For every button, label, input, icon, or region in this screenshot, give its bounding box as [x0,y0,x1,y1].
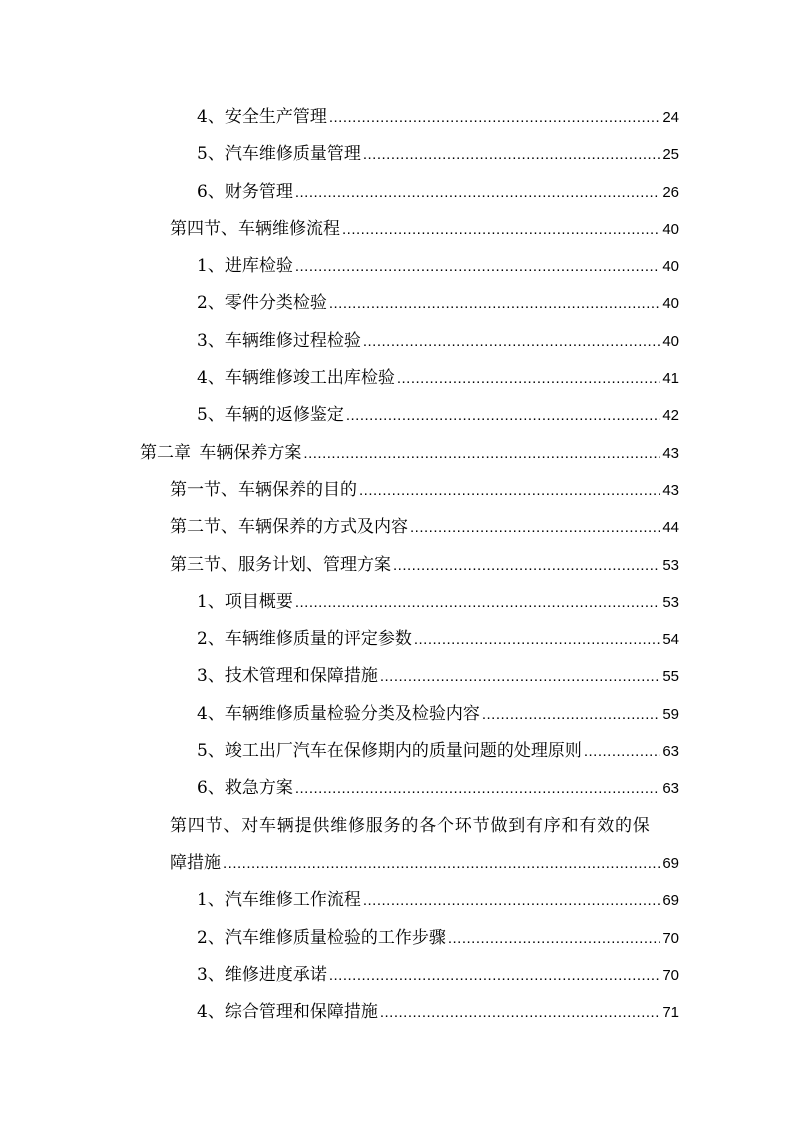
toc-entry-title: 第二节、车辆保养的方式及内容 [170,517,408,538]
dot-leader [346,397,660,434]
toc-entry-title: 1、汽车维修工作流程 [197,890,361,911]
toc-entry-title: 5、汽车维修质量管理 [197,144,361,165]
dot-leader [482,696,660,733]
toc-page-number: 69 [662,892,679,910]
toc-page-number: 42 [662,407,679,425]
toc-entry[interactable] [0,136,793,173]
toc-entry[interactable] [0,696,793,733]
toc-entry[interactable] [0,360,793,397]
toc-entry-title: 第三节、服务计划、管理方案 [170,554,391,575]
toc-entry[interactable] [0,472,793,509]
toc-entry[interactable] [0,957,793,994]
dot-leader [329,99,660,136]
toc-entry-title-line1: 第四节、对车辆提供维修服务的各个环节做到有序和有效的保 [170,815,651,836]
dot-leader [414,621,660,658]
table-of-contents [0,99,793,1031]
dot-leader [295,174,660,211]
dot-leader [223,845,660,882]
dot-leader [295,584,660,621]
toc-entry[interactable] [0,285,793,322]
toc-page-number: 54 [662,631,679,649]
toc-entry[interactable] [0,248,793,285]
toc-entry[interactable] [0,994,793,1031]
toc-entry-title: 4、安全生产管理 [197,107,327,127]
toc-entry[interactable] [0,397,793,434]
dot-leader [380,994,660,1031]
toc-entry-title: 1、项目概要 [197,591,293,612]
dot-leader [295,248,660,285]
dot-leader [363,882,660,919]
toc-entry-title: 2、零件分类检验 [197,293,327,314]
toc-page-number: 55 [662,668,679,686]
toc-entry[interactable] [0,621,793,658]
toc-entry[interactable] [0,770,793,807]
toc-page-number: 26 [662,183,679,201]
toc-entry-title: 1、进库检验 [197,256,293,277]
toc-entry-title: 5、竣工出厂汽车在保修期内的质量问题的处理原则 [197,741,582,762]
toc-entry-wrapped-line2[interactable] [0,845,793,882]
toc-entry-title: 2、汽车维修质量检验的工作步骤 [197,927,446,948]
toc-entry-title-line2: 障措施 [170,852,221,873]
toc-entry[interactable] [0,211,793,248]
toc-entry-wrapped-line1[interactable] [0,808,793,845]
toc-entry[interactable] [0,733,793,770]
dot-leader [342,211,660,248]
toc-entry-title: 5、车辆的返修鉴定 [197,405,344,426]
toc-entry-title: 3、技术管理和保障措施 [197,666,378,687]
toc-page-number: 63 [662,743,679,761]
dot-leader [363,136,660,173]
dot-leader [584,733,660,770]
dot-leader [363,323,660,360]
toc-page-number: 71 [662,1004,679,1022]
dot-leader [380,658,660,695]
toc-entry[interactable] [0,920,793,957]
toc-entry[interactable] [0,174,793,211]
toc-page-number: 41 [662,370,679,388]
toc-page-number: 40 [662,258,679,276]
dot-leader [329,957,660,994]
toc-entry[interactable] [0,509,793,546]
dot-leader [329,285,660,322]
toc-entry-title: 2、车辆维修质量的评定参数 [197,629,412,650]
toc-page-number: 53 [662,556,679,574]
toc-chapter-title: 车辆保养方案 [199,442,302,463]
dot-leader [303,435,660,472]
toc-page-number: 40 [662,295,679,313]
dot-leader [410,509,660,546]
dot-leader [295,770,660,807]
toc-entry-title: 6、财务管理 [197,181,293,202]
toc-entry-title: 6、救急方案 [197,778,293,799]
toc-entry-title: 第四节、车辆维修流程 [170,218,340,239]
toc-entry[interactable] [0,323,793,360]
toc-page-number: 24 [662,109,679,126]
toc-entry[interactable] [0,882,793,919]
toc-entry[interactable] [0,658,793,695]
toc-page-number: 44 [662,519,679,537]
dot-leader [397,360,660,397]
toc-page-number: 40 [662,220,679,238]
toc-page-number: 40 [662,332,679,350]
toc-page-number: 53 [662,593,679,611]
dot-leader [359,472,660,509]
toc-entry-title: 4、综合管理和保障措施 [197,1002,378,1023]
toc-entry[interactable] [0,584,793,621]
toc-page-number: 59 [662,705,679,723]
dot-leader [393,547,660,584]
toc-entry[interactable] [0,547,793,584]
toc-page-number: 63 [662,780,679,798]
toc-entry[interactable] [0,99,793,136]
toc-page-number: 70 [662,966,679,984]
toc-page-number: 70 [662,929,679,947]
toc-page-number: 43 [662,444,679,462]
toc-page-number: 69 [662,854,679,872]
toc-page-number: 43 [662,481,679,499]
dot-leader [448,920,660,957]
toc-entry-title: 3、车辆维修过程检验 [197,330,361,351]
toc-entry-title: 4、车辆维修质量检验分类及检验内容 [197,703,480,724]
toc-entry-title: 4、车辆维修竣工出库检验 [197,368,395,389]
toc-chapter-number: 第二章 [140,442,191,463]
toc-chapter-entry[interactable] [0,435,793,472]
toc-page-number: 25 [662,146,679,164]
toc-entry-title: 3、维修进度承诺 [197,964,327,985]
toc-entry-title: 第一节、车辆保养的目的 [170,479,357,500]
